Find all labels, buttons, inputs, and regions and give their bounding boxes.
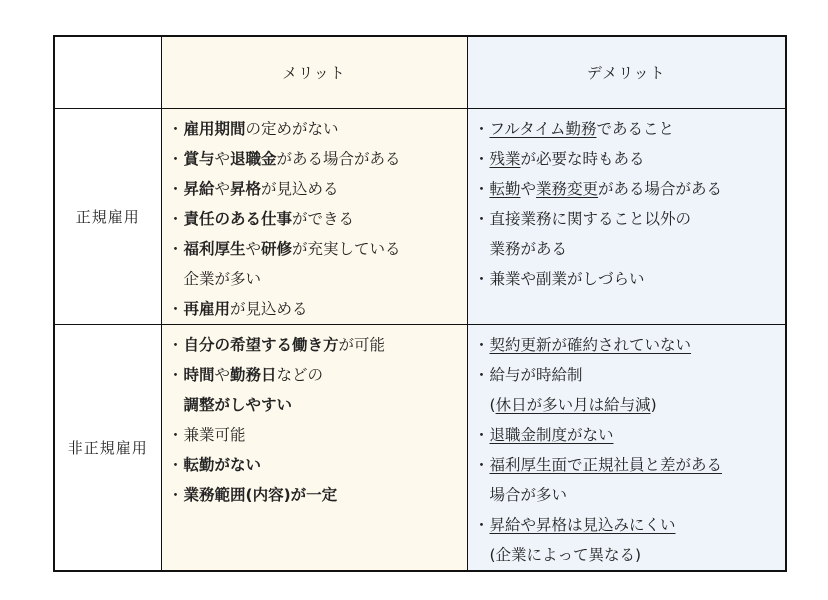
bullet-marker: ・	[473, 336, 490, 354]
item-text: や	[245, 240, 262, 258]
emphasis-text: 福利厚生	[183, 240, 246, 258]
list-item	[474, 144, 786, 174]
item-text: の定めがない	[245, 120, 339, 138]
list-item	[168, 144, 467, 174]
underlined-text: 昇給や昇格は見込みにくい	[489, 516, 676, 534]
bullet-marker: ・	[167, 426, 184, 444]
item-text: がある場合がある	[598, 180, 723, 198]
item-text: 企業が多い	[183, 270, 262, 288]
item-text: が見込める	[230, 300, 308, 318]
item-text: や	[214, 180, 231, 198]
bullet-marker: ・	[167, 180, 184, 198]
list-item	[474, 480, 786, 510]
item-text: がある場合がある	[276, 150, 401, 168]
merit-header: メリット	[161, 36, 467, 109]
emphasis-text: 責任のある仕事	[183, 210, 293, 228]
emphasis-text: 再雇用	[183, 300, 231, 318]
bullet-marker: ・	[473, 120, 490, 138]
list-item	[168, 450, 467, 480]
list-item	[474, 114, 786, 144]
item-text: や	[520, 180, 537, 198]
list-item	[168, 294, 467, 324]
item-text: 業務がある	[489, 240, 568, 258]
bullet-marker: ・	[473, 426, 490, 444]
emphasis-text: 転勤がない	[183, 456, 262, 474]
bullet-marker: ・	[473, 270, 490, 288]
item-text: が見込める	[261, 180, 339, 198]
list-item	[474, 540, 786, 570]
merit-list	[162, 325, 467, 510]
list-item	[474, 450, 786, 480]
list-item	[474, 234, 786, 264]
demerit-cell-nonregular	[467, 325, 786, 572]
bullet-marker: ・	[167, 366, 184, 384]
row-label-regular: 正規雇用	[54, 109, 161, 325]
underlined-text: フルタイム勤務	[489, 120, 597, 138]
emphasis-text: 退職金	[230, 150, 277, 168]
bullet-marker: ・	[473, 180, 490, 198]
bullet-marker: ・	[167, 486, 184, 504]
list-item	[474, 204, 786, 234]
row-nonregular	[54, 325, 786, 572]
underlined-text: 福利厚生面で正規社員と差がある	[489, 456, 723, 474]
item-text: 場合が多い	[489, 486, 568, 504]
item-text: などの	[276, 366, 324, 384]
bullet-marker: ・	[473, 366, 490, 384]
corner-cell	[54, 36, 161, 109]
list-item	[168, 390, 467, 420]
list-item	[168, 204, 467, 234]
list-item	[474, 330, 786, 360]
item-text: (	[489, 396, 496, 414]
demerit-cell-regular	[467, 109, 786, 325]
item-text: が必要な時もある	[520, 150, 645, 168]
row-regular	[54, 109, 786, 325]
list-item	[168, 420, 467, 450]
item-text: 兼業可能	[183, 426, 246, 444]
underlined-text: 転勤	[489, 180, 521, 198]
item-text: 給与が時給制	[489, 366, 583, 384]
bullet-marker: ・	[167, 336, 184, 354]
row-label-nonregular: 非正規雇用	[54, 325, 161, 572]
underlined-text: 契約更新が確約されていない	[489, 336, 692, 354]
underlined-text: 退職金制度がない	[489, 426, 614, 444]
list-item	[168, 360, 467, 390]
emphasis-text: 調整がしやすい	[183, 396, 293, 414]
header-row	[54, 36, 786, 109]
list-item	[474, 264, 786, 294]
list-item	[474, 360, 786, 390]
emphasis-text: 賞与	[183, 150, 215, 168]
item-text: 兼業や副業がしづらい	[489, 270, 645, 288]
bullet-marker: ・	[473, 210, 490, 228]
item-text: や	[214, 150, 231, 168]
list-item	[168, 234, 467, 264]
bullet-marker: ・	[167, 300, 184, 318]
bullet-marker: ・	[167, 120, 184, 138]
emphasis-text: 昇給	[183, 180, 215, 198]
bullet-marker: ・	[473, 516, 490, 534]
demerit-header: デメリット	[467, 36, 786, 109]
item-text: 直接業務に関すること以外の	[489, 210, 692, 228]
merit-cell-nonregular	[161, 325, 467, 572]
underlined-text: 業務変更	[536, 180, 599, 198]
list-item	[474, 390, 786, 420]
item-text: ができる	[292, 210, 355, 228]
emphasis-text: 勤務日	[230, 366, 277, 384]
comparison-table	[53, 35, 787, 572]
bullet-marker: ・	[167, 210, 184, 228]
demerit-list	[468, 109, 786, 294]
item-text: (企業によって異なる)	[489, 546, 642, 564]
emphasis-text: 研修	[261, 240, 293, 258]
item-text: が可能	[338, 336, 386, 354]
underlined-text: 残業	[489, 150, 521, 168]
list-item	[168, 174, 467, 204]
merit-cell-regular	[161, 109, 467, 325]
merit-list	[162, 109, 467, 324]
emphasis-text: 昇格	[230, 180, 262, 198]
emphasis-text: 雇用期間	[183, 120, 246, 138]
list-item	[168, 114, 467, 144]
list-item	[168, 480, 467, 510]
emphasis-text: 時間	[183, 366, 215, 384]
bullet-marker: ・	[167, 456, 184, 474]
item-text: )	[650, 396, 657, 414]
bullet-marker: ・	[473, 456, 490, 474]
list-item	[168, 264, 467, 294]
list-item	[474, 510, 786, 540]
item-text: や	[214, 366, 231, 384]
list-item	[474, 174, 786, 204]
demerit-list	[468, 325, 786, 570]
item-text: であること	[596, 120, 674, 138]
bullet-marker: ・	[473, 150, 490, 168]
emphasis-text: 業務範囲(内容)が一定	[183, 486, 338, 504]
bullet-marker: ・	[167, 150, 184, 168]
list-item	[474, 420, 786, 450]
emphasis-text: 自分の希望する働き方	[183, 336, 339, 354]
item-text: が充実している	[292, 240, 401, 258]
bullet-marker: ・	[167, 240, 184, 258]
list-item	[168, 330, 467, 360]
underlined-text: 休日が多い月は給与減	[495, 396, 651, 414]
